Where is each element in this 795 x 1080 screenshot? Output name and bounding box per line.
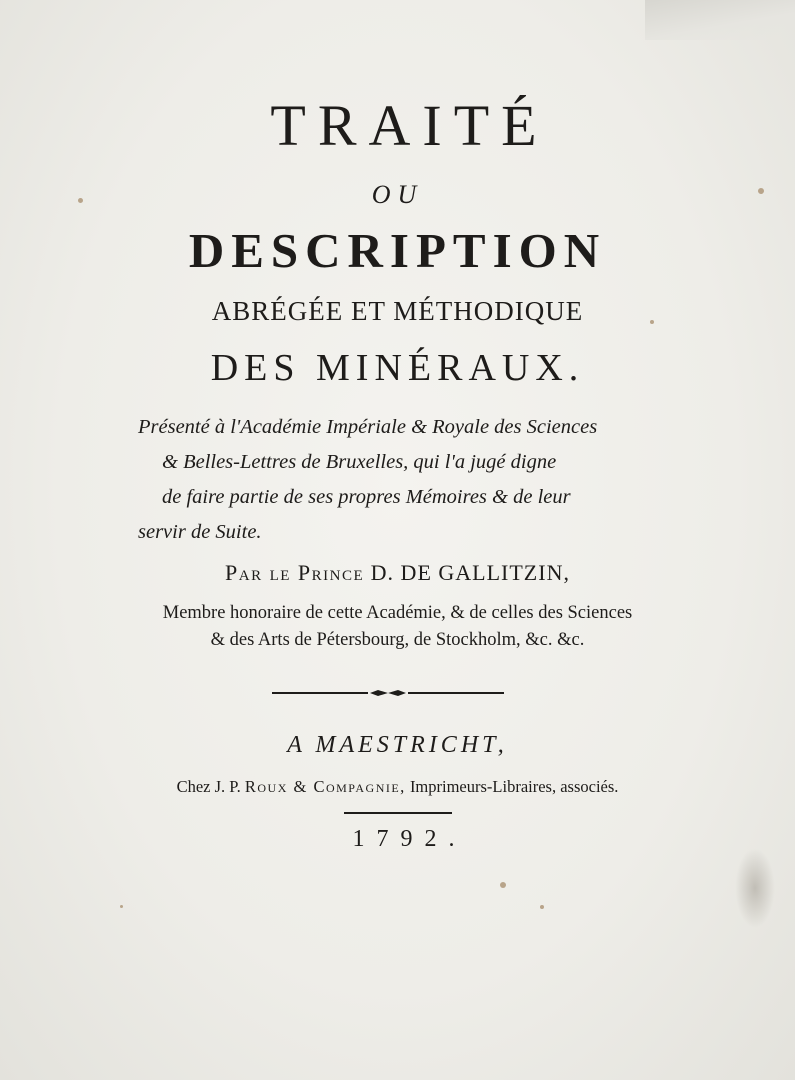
title-subtitle: ABRÉGÉE ET MÉTHODIQUE [211,296,584,326]
page-corner-fold [645,0,795,40]
foxing-spot [758,188,764,194]
imprint-place: A MAESTRICHT, [287,732,508,758]
page-smudge [735,848,775,928]
imprint-publisher-suffix: Imprimeurs-Libraires, associés. [409,777,619,796]
foxing-spot [78,198,83,203]
rule-ornament-icon [370,688,406,698]
foxing-spot [120,905,123,908]
author-by: Par le Prince [225,560,365,585]
imprint-year: 1792. [352,826,467,852]
author-line [0,560,795,586]
title-subject: DES MINÉRAUX. [210,347,585,389]
author-name: D. DE GALLITZIN, [370,560,570,585]
title-main: TRAITÉ [270,93,549,158]
title-ou: OU [371,180,424,209]
foxing-spot [650,320,654,324]
foxing-spot [500,882,506,888]
presentation-paragraph [138,410,658,550]
presentation-line-1: Présenté à l'Académie Impériale & Royale des Sciences [138,416,598,438]
presentation-line-2: & Belles-Lettres de Bruxelles, qui l'a jugé digne [162,451,557,473]
presentation-line-3: de faire partie de ses propres Mémoires & de leur [162,486,571,508]
short-rule [344,812,452,814]
ornamental-rule [272,688,504,698]
imprint-publisher: Roux & Compagnie, [244,777,406,796]
author-membership-2: & des Arts de Pétersbourg, de Stockholm, &c. &c. [210,630,585,650]
title-description: DESCRIPTION [188,223,607,278]
foxing-spot [540,905,544,909]
imprint-chez: Chez J. P. [176,777,241,796]
author-membership-1: Membre honoraire de cette Académie, & de celles des Sciences [162,603,633,623]
imprint-publisher-line [0,777,795,797]
presentation-line-4: servir de Suite. [138,521,262,543]
